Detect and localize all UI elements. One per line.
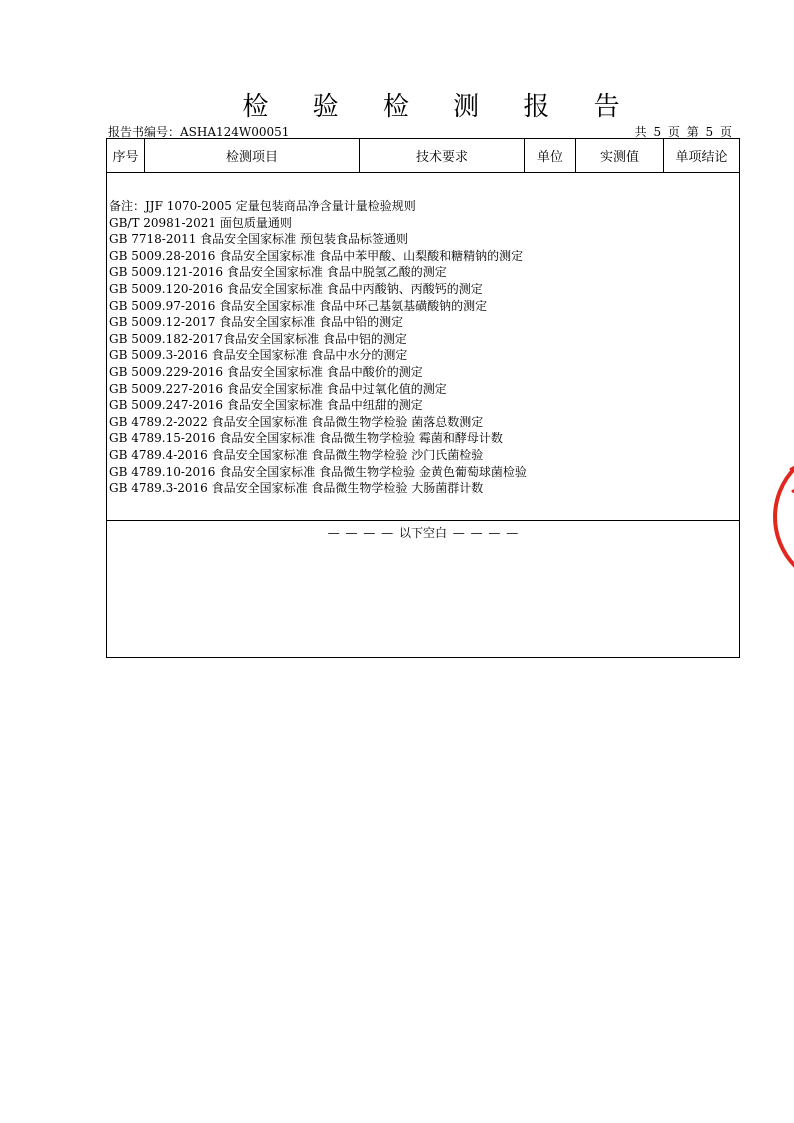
standard-line: GB 4789.10-2016 食品安全国家标准 食品微生物学检验 金黄色葡萄球菌检验 — [109, 464, 527, 479]
report-table — [106, 138, 740, 658]
standard-line: GB 5009.120-2016 食品安全国家标准 食品中丙酸钠、丙酸钙的测定 — [109, 281, 483, 296]
seal-inner-mark — [790, 466, 794, 572]
standard-line: GB 4789.4-2016 食品安全国家标准 食品微生物学检验 沙门氏菌检验 — [109, 447, 484, 462]
remark-line: 备注：JJF 1070-2005 定量包装商品净含量计量检验规则 — [109, 199, 416, 213]
page-counter: 共 5 页 第 5 页 — [634, 125, 732, 139]
standard-line: GB 5009.28-2016 食品安全国家标准 食品中苯甲酸、山梨酸和糖精钠的测定 — [109, 248, 524, 263]
official-seal-stamp — [770, 440, 794, 595]
header-test-item: 检测项目 — [145, 139, 360, 172]
standard-line: GB 5009.3-2016 食品安全国家标准 食品中水分的测定 — [109, 348, 408, 363]
standard-line: GB 5009.227-2016 食品安全国家标准 食品中过氧化值的测定 — [109, 381, 447, 396]
blank-below-marker: — — — — 以下空白 — — — — — [327, 526, 519, 540]
standard-line: GB 5009.229-2016 食品安全国家标准 食品中酸价的测定 — [109, 364, 423, 379]
standard-line: GB 5009.97-2016 食品安全国家标准 食品中环己基氨基磺酸钠的测定 — [109, 298, 488, 313]
section-divider — [107, 520, 739, 521]
report-title: 检 验 检 测 报 告 — [242, 92, 638, 122]
remarks-standards-list — [109, 198, 729, 497]
table-header-row — [107, 139, 739, 173]
standard-line: GB 5009.247-2016 食品安全国家标准 食品中纽甜的测定 — [109, 398, 423, 413]
standard-line: GB 5009.12-2017 食品安全国家标准 食品中铅的测定 — [109, 315, 404, 330]
standard-line: GB 5009.182-2017食品安全国家标准 食品中铝的测定 — [109, 331, 407, 346]
standard-line: GB 7718-2011 食品安全国家标准 预包装食品标签通则 — [109, 232, 408, 247]
standard-line: GB 4789.3-2016 食品安全国家标准 食品微生物学检验 大肠菌群计数 — [109, 481, 484, 496]
standard-line: GB/T 20981-2021 面包质量通则 — [109, 215, 292, 230]
header-unit: 单位 — [525, 139, 576, 172]
header-serial-no: 序号 — [107, 139, 145, 172]
header-requirement: 技术要求 — [360, 139, 525, 172]
standard-line: GB 4789.15-2016 食品安全国家标准 食品微生物学检验 霉菌和酵母计数 — [109, 431, 503, 446]
header-measured-value: 实测值 — [576, 139, 664, 172]
standard-line: GB 5009.121-2016 食品安全国家标准 食品中脱氢乙酸的测定 — [109, 265, 447, 280]
report-number: 报告书编号：ASHA124W00051 — [108, 125, 290, 139]
header-conclusion: 单项结论 — [675, 150, 728, 165]
standard-line: GB 4789.2-2022 食品安全国家标准 食品微生物学检验 菌落总数测定 — [109, 414, 484, 429]
